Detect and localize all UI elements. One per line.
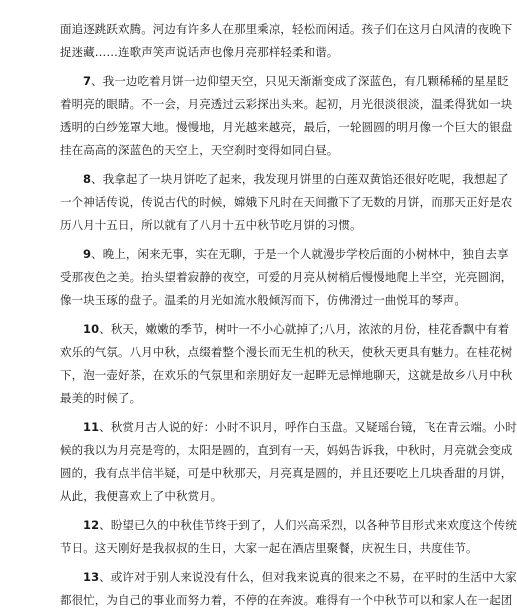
paragraph	[60, 566, 517, 612]
paragraph-first-line	[60, 70, 509, 93]
paragraph-first-line	[60, 168, 509, 191]
paragraph	[60, 18, 513, 64]
paragraph-first-line	[60, 318, 510, 341]
paragraph-number: 8	[83, 172, 92, 186]
paragraph-line: 、盼望已久的中秋佳节终于到了，人们兴高采烈，以各种节目形式来欢度这个传统	[99, 518, 517, 532]
paragraph-number: 10	[83, 322, 100, 336]
paragraph-number: 9	[83, 247, 92, 261]
paragraph	[60, 70, 513, 162]
paragraph-line: 、晚上，闲来无事，实在无聊，于是一个人就漫步学校后面的小树林中，独自去享	[91, 247, 509, 261]
paragraph-line: 一个神话传说，传说古代的时候，嫦娥下凡时在天间撒下了无数的月饼，而那天正好是农	[60, 195, 513, 209]
paragraph-line: 历八月十五日，所以就有了八月十五中秋节吃月饼的习惯。	[60, 218, 362, 232]
paragraph-number: 11	[83, 420, 100, 434]
paragraph-number: 13	[83, 570, 100, 584]
paragraph-line: 透明的白纱笼罩大地。慢慢地，月光越来越亮，最后，一轮圆圆的明月像一个巨大的银盘	[60, 120, 513, 134]
paragraph-first-line	[60, 416, 517, 439]
paragraph-line: 像一块玉琢的盘子。温柔的月光如流水般倾泻而下，仿佛滑过一曲悦耳的琴声。	[60, 293, 466, 307]
paragraph-line: 从此，我便喜欢上了中秋赏月。	[60, 489, 223, 503]
paragraph-first-line	[60, 243, 509, 266]
paragraph-line: 下，泡一壶好茶，在欢乐的气氛里和亲朋好友一起畔无忌惮地聊天，这就是故乡八月中秋	[60, 368, 513, 382]
paragraph	[60, 514, 517, 560]
paragraph-number: 12	[83, 518, 100, 532]
paragraph-line: 、秋赏月古人说的好：小时不识月，呼作白玉盘。又疑瑶台镜，飞在青云端。小时	[99, 420, 517, 434]
document-page	[0, 18, 517, 607]
paragraph-line: 受那夜色之美。抬头望着寂静的夜空，可爱的月亮从树梢后慢慢地爬上半空，光亮圆润，	[60, 270, 513, 284]
paragraph-line: 最美的时候了。	[60, 391, 142, 405]
paragraph-line: 都很忙，为自己的事业而努力着，不停的在奔波。难得有一个中秋节可以和家人在一起团	[60, 593, 513, 607]
paragraph-line: 欢乐的气氛。八月中秋，点缀着整个漫长而无生机的秋天，使秋天更具有魅力。在桂花树	[60, 345, 513, 359]
paragraph-line: 挂在高高的深蓝色的天空上，天空刹时变得如同白昼。	[60, 143, 339, 157]
paragraph-line: 捉迷藏……连歌声笑声说话声也像月亮那样轻柔和谐。	[60, 45, 339, 59]
paragraph-line: 、我拿起了一块月饼吃了起来，我发现月饼里的白莲双黄馅还很好吃呢，我想起了	[91, 172, 509, 186]
paragraph-first-line	[60, 514, 517, 537]
paragraph	[60, 416, 517, 508]
paragraph-line: 圆的，我有点半信半疑，可是中秋那天，月亮真是圆的，并且还要吃上几块香甜的月饼，	[60, 466, 513, 480]
paragraph-line: 面追逐跳跃欢腾。河边有许多人在那里乘凉，轻松而闲适。孩子们在这月白风清的夜晚下	[60, 22, 513, 36]
paragraph-line: 着明亮的眼睛。不一会，月亮透过云彩探出头来。起初，月光很淡很淡，温柔得犹如一块	[60, 97, 513, 111]
paragraph-line: 、秋天，嫩嫩的季节，树叶一不小心就掉了;八月，浓浓的月份，桂花香飘中有着	[99, 322, 510, 336]
paragraph	[60, 318, 513, 410]
paragraph-number: 7	[83, 74, 92, 88]
paragraph-first-line	[60, 566, 517, 589]
paragraph-line: 、我一边吃着月饼一边仰望天空，只见天渐渐变成了深蓝色，有几颗稀稀的星星眨	[91, 74, 509, 88]
paragraph-line: 候的我以为月亮是弯的，太阳是圆的，直到有一天，妈妈告诉我，中秋时，月亮就会变成	[60, 443, 513, 457]
paragraph-line: 、或许对于别人来说没有什么，但对我来说真的很来之不易，在平时的生活中大家	[99, 570, 517, 584]
paragraph	[60, 243, 513, 312]
paragraph-line: 节日。这天刚好是我叔叔的生日，大家一起在酒店里聚餐，庆祝生日，共度佳节。	[60, 541, 478, 555]
paragraph	[60, 168, 513, 237]
